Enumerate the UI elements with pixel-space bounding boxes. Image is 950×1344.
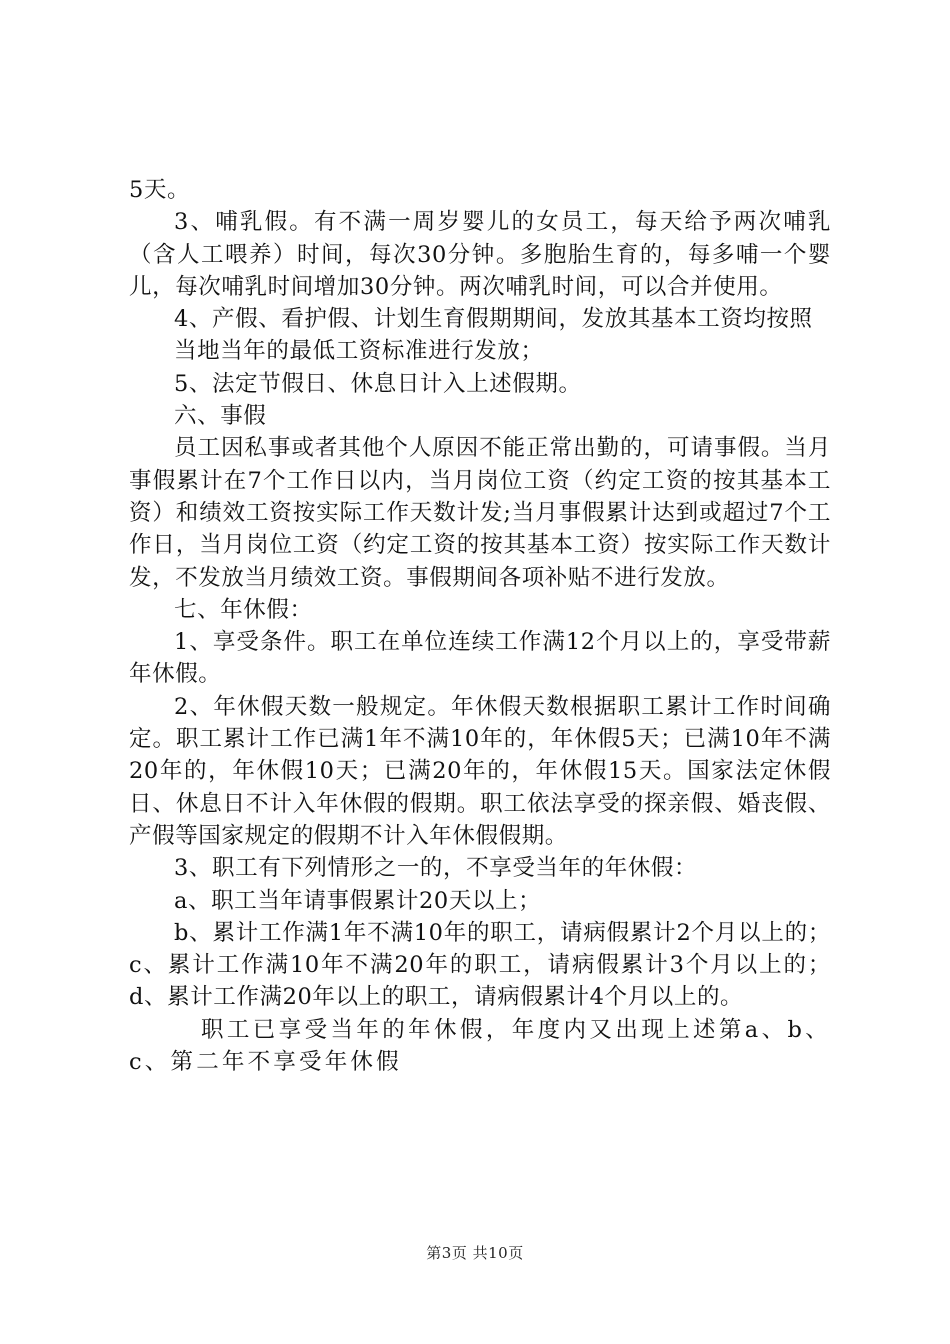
paragraph: 当地当年的最低工资标准进行发放；	[174, 338, 544, 365]
paragraph: 3、职工有下列情形之一的，不享受当年的年休假：	[174, 855, 698, 882]
paragraph: 5天。	[129, 177, 191, 203]
section-heading: 六、事假	[174, 403, 267, 430]
paragraph: 员工因私事或者其他个人原因不能正常出勤的，可请事假。当月事假累计在7个工作日以内，当月岗位工资（约定工资的按其基本工资）和绩效工资按实际工作天数计发;当月事假累计达到或超过7个工作日，当月岗位工资（约定工资的按其基本工资）按实际工作天数计发，不发放当月绩效工资。事假期间各项补贴不进行发放。	[129, 435, 831, 591]
paragraph: 1、享受条件。职工在单位连续工作满12个月以上的，享受带薪年休假。	[129, 629, 831, 688]
document-body	[129, 174, 831, 1078]
paragraph: 4、产假、看护假、计划生育假期期间，发放其基本工资均按照	[174, 306, 813, 333]
section-heading: 七、年休假：	[174, 596, 313, 623]
paragraph: 3、哺乳假。有不满一周岁婴儿的女员工，每天给予两次哺乳（含人工喂养）时间，每次30分钟。多胞胎生育的，每多哺一个婴儿，每次哺乳时间增加30分钟。两次哺乳时间，可以合并使用。	[129, 209, 831, 300]
paragraph: 职工已享受当年的年休假，年度内又出现上述第a、b、c、第二年不享受年休假	[129, 1016, 831, 1076]
page-number-footer: 第3页 共10页	[426, 1244, 524, 1262]
paragraph: a、职工当年请事假累计20天以上；	[174, 887, 542, 914]
paragraph: b、累计工作满1年不满10年的职工，请病假累计2个月以上的；c、累计工作满10年不满20年的职工，请病假累计3个月以上的；d、累计工作满20年以上的职工，请病假累计4个月以上的。	[129, 919, 831, 1011]
paragraph: 2、年休假天数一般规定。年休假天数根据职工累计工作时间确定。职工累计工作已满1年不满10年的，年休假5天；已满10年不满20年的，年休假10天；已满20年的，年休假15天。国家法定休假日、休息日不计入年休假的假期。职工依法享受的探亲假、婚丧假、产假等国家规定的假期不计入年休假假期。	[129, 693, 831, 849]
paragraph: 5、法定节假日、休息日计入上述假期。	[174, 370, 582, 397]
